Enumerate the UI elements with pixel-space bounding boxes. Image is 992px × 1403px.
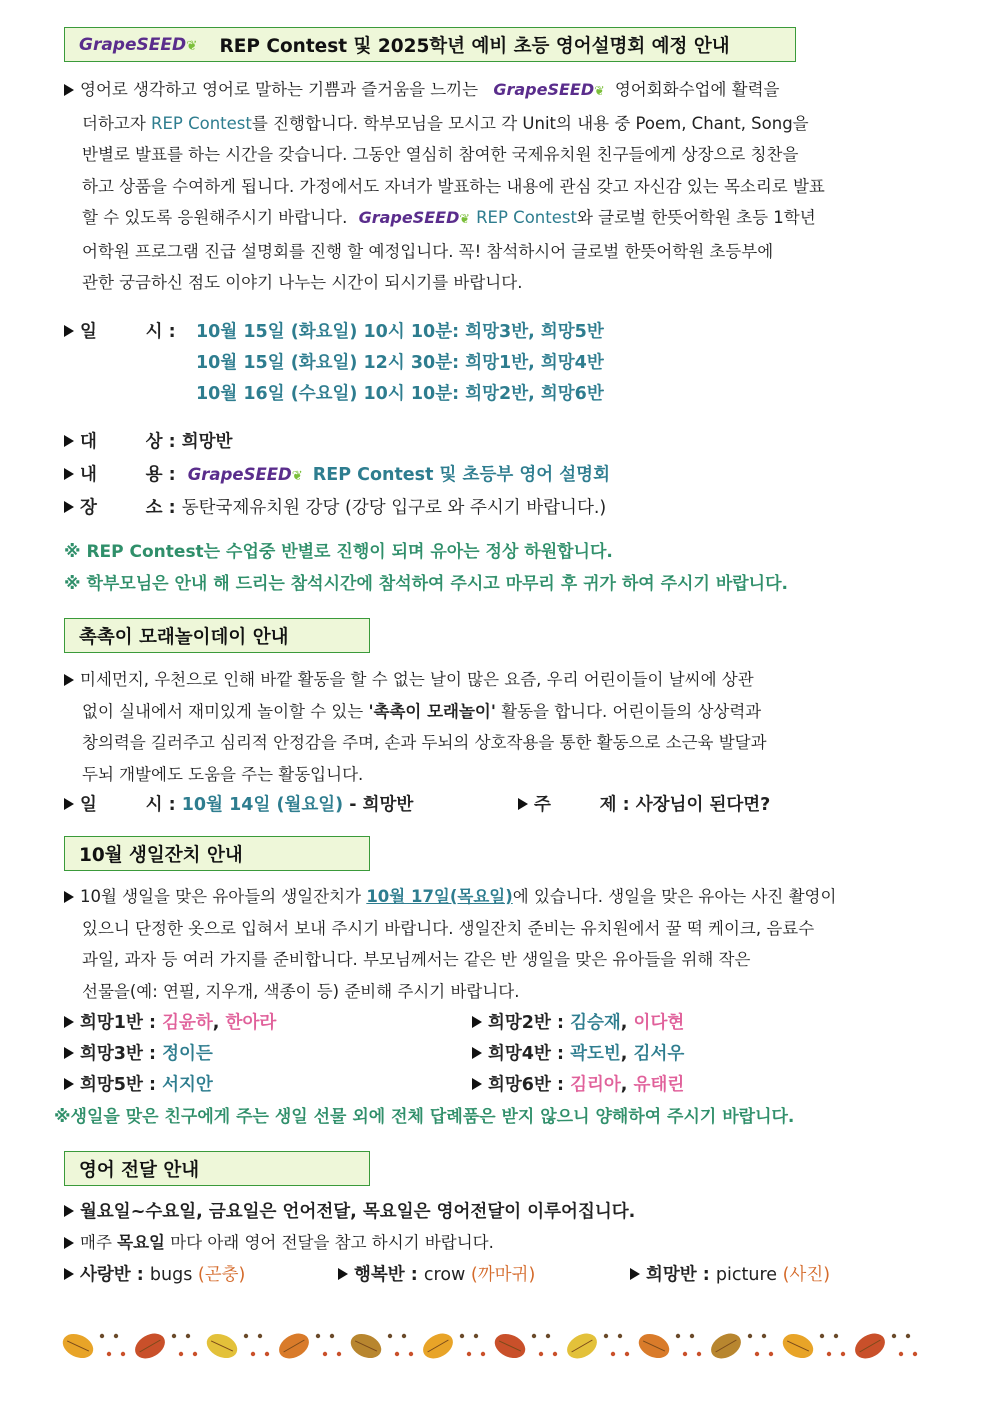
english-word-item (630, 1261, 830, 1286)
korean-meaning: (까마귀) (470, 1265, 536, 1285)
leaf-icon (203, 1329, 269, 1362)
child-name: 이다현 (633, 1013, 685, 1033)
child-name: 유태린 (633, 1075, 685, 1095)
leaf-icon (491, 1329, 557, 1362)
birthday-class-row (64, 1071, 213, 1096)
section3-body (64, 881, 916, 1007)
child-name: 곽도빈 (570, 1044, 621, 1064)
s2-topic: 사장님이 된다면? (635, 795, 771, 815)
english-word: picture (715, 1265, 783, 1285)
section2-header (64, 618, 370, 653)
bullet-triangle-icon (64, 1016, 74, 1028)
content-row: 내 용 : GrapeSEED❦ REP Contest 및 초등부 영어 설명회 (64, 461, 610, 486)
class-label: 희망3반 : (80, 1044, 163, 1064)
leaf-icon (851, 1328, 918, 1363)
leaf-icon (707, 1328, 774, 1363)
target-value: 희망반 (181, 432, 233, 452)
section1-intro (64, 74, 932, 299)
class-label: 희망1반 : (80, 1013, 163, 1033)
bullet-triangle-icon (64, 468, 74, 480)
section1-note-1: ※ REP Contest는 수업중 반별로 진행이 되며 유아는 정상 하원합니다. (64, 542, 613, 562)
s2-line-1: 미세먼지, 우천으로 인해 바깥 활동을 할 수 없는 날이 많은 요즘, 우리 어린이들이 날씨에 상관 (64, 664, 932, 696)
bullet-triangle-icon (64, 84, 74, 96)
birthday-class-row (472, 1071, 684, 1096)
place-value: 동탄국제유치원 강당 (강당 입구로 와 주시기 바랍니다.) (181, 498, 607, 518)
intro-line-4: 하고 상품을 수여하게 됩니다. 가정에서도 자녀가 발표하는 내용에 관심 갖고 자신감 있는 목소리로 발표 (82, 176, 825, 196)
s4-line-1: 월요일~수요일, 금요일은 언어전달, 목요일은 영어전달이 이루어집니다. (64, 1198, 635, 1223)
grapeseed-logo-content: GrapeSEED❦ (187, 465, 303, 484)
birthday-class-row (472, 1040, 684, 1065)
intro-line-6: 어학원 프로그램 진급 설명회를 진행 할 예정입니다. 꼭! 참석하시어 글로벌 한뜻어학원 초등부에 (82, 241, 774, 261)
s3-line-2: 있으니 단정한 옷으로 입혀서 보내 주시기 바랍니다. 생일잔치 준비는 유치원에서 꿀 떡 케이크, 음료수 (82, 918, 815, 938)
bullet-triangle-icon (64, 325, 74, 337)
bullet-triangle-icon (64, 1205, 74, 1217)
birthday-class-row (472, 1009, 684, 1034)
schedule-time-2: 10월 15일 (화요일) 12시 30분: 희망1반, 희망4반 (196, 353, 604, 373)
s2-date: 10월 14일 (월요일) (181, 795, 344, 815)
child-name: 김승재 (570, 1013, 621, 1033)
section4-header (64, 1151, 370, 1186)
grapeseed-logo-inline-2: GrapeSEED❦ (358, 208, 471, 227)
bullet-triangle-icon (64, 1047, 74, 1059)
section1-note-2: ※ 학부모님은 안내 해 드리는 참석시간에 참석하여 주시고 마무리 후 귀가 하여 주시기 바랍니다. (64, 574, 788, 594)
leaf-icon (635, 1329, 701, 1362)
bullet-triangle-icon (472, 1078, 482, 1090)
name-separator: , (620, 1075, 634, 1095)
child-name: 김리아 (570, 1075, 621, 1095)
target-row: 대 상 : 희망반 (64, 428, 232, 453)
korean-meaning: (곤충) (197, 1265, 246, 1285)
leaf-icon (563, 1328, 630, 1363)
s3-line-3: 과일, 과자 등 여러 가지를 준비합니다. 부모님께서는 같은 반 생일을 맞은 유아들을 위해 작은 (82, 950, 751, 969)
name-separator: , (620, 1013, 634, 1033)
autumn-leaves-border (58, 1322, 928, 1370)
s2-topic-row: 주 제 : 사장님이 된다면? (518, 791, 770, 816)
s2-date-suffix: - 희망반 (343, 795, 414, 815)
intro-line-1: 영어로 생각하고 영어로 말하는 기쁨과 즐거움을 느끼는 GrapeSEED❦ 영어회화수업에 활력을 (64, 74, 932, 108)
content-value: REP Contest 및 초등부 영어 설명회 (312, 465, 610, 485)
name-separator: , (620, 1044, 634, 1064)
class-label: 희망5반 : (80, 1075, 163, 1095)
bullet-triangle-icon (338, 1268, 348, 1280)
class-label: 희망6반 : (488, 1075, 571, 1095)
schedule-time-3: 10월 16일 (수요일) 10시 10분: 희망2반, 희망6반 (196, 384, 604, 404)
english-word-item (64, 1261, 245, 1286)
birthday-class-row (64, 1040, 213, 1065)
class-label: 희망2반 : (488, 1013, 571, 1033)
bullet-triangle-icon (64, 1268, 74, 1280)
child-name: 김윤하 (162, 1013, 213, 1033)
schedule-row: 일 시 : (64, 318, 176, 343)
bullet-triangle-icon (64, 798, 74, 810)
class-label: 행복반 : (354, 1265, 424, 1285)
intro-line-2: 더하고자 REP Contest를 진행합니다. 학부모님을 모시고 각 Unit의 내용 중 Poem, Chant, Song을 (82, 113, 809, 133)
intro-line-5: 할 수 있도록 응원해주시기 바랍니다. GrapeSEED❦ REP Contest와 글로벌 한뜻어학원 초등 1학년 (82, 208, 816, 227)
bullet-triangle-icon (64, 435, 74, 447)
child-name: 서지안 (162, 1075, 213, 1095)
place-row: 장 소 : 동탄국제유치원 강당 (강당 입구로 와 주시기 바랍니다.) (64, 494, 606, 519)
korean-meaning: (사진) (782, 1265, 831, 1285)
grapeseed-logo-inline: GrapeSEED❦ (493, 80, 605, 99)
english-word-item (338, 1261, 535, 1286)
bullet-triangle-icon (64, 501, 74, 513)
bullet-triangle-icon (64, 1237, 74, 1249)
leaf-icon (779, 1329, 845, 1362)
bullet-triangle-icon (630, 1268, 640, 1280)
grapeseed-logo: GrapeSEED❦ (79, 34, 198, 55)
section2-body (64, 664, 932, 790)
bullet-triangle-icon (472, 1047, 482, 1059)
leaf-icon (59, 1329, 125, 1362)
s2-date-row: 일 시 : 10월 14일 (월요일) - 희망반 (64, 791, 413, 816)
section1-header (64, 27, 796, 62)
bullet-triangle-icon (64, 674, 74, 686)
section4-title: 영어 전달 안내 (79, 1159, 200, 1181)
leaf-icon (347, 1329, 413, 1362)
birthday-class-row (64, 1009, 276, 1034)
intro-line-3: 반별로 발표를 하는 시간을 갖습니다. 그동안 열심히 참여한 국제유치원 친구들에게 상장으로 칭찬을 (82, 145, 799, 164)
section3-note: ※생일을 맞은 친구에게 주는 생일 선물 외에 전체 답례품은 받지 않으니 양해하여 주시기 바랍니다. (54, 1107, 795, 1127)
class-label: 희망4반 : (488, 1044, 571, 1064)
s2-line-3: 창의력을 길러주고 심리적 안정감을 주며, 손과 두뇌의 상호작용을 통한 활동으로 소근육 발달과 (82, 733, 767, 752)
section3-header (64, 836, 370, 871)
s2-line-4: 두뇌 개발에도 도움을 주는 활동입니다. (82, 764, 364, 784)
name-separator: , (212, 1013, 226, 1033)
section2-title: 촉촉이 모래놀이데이 안내 (79, 626, 289, 648)
english-word: bugs (149, 1265, 198, 1285)
s3-line-1: 10월 생일을 맞은 유아들의 생일잔치가 10월 17일(목요일)에 있습니다. 생일을 맞은 유아는 사진 촬영이 (64, 881, 916, 913)
class-label: 희망반 : (646, 1265, 716, 1285)
bullet-triangle-icon (64, 891, 74, 903)
schedule-time-1: 10월 15일 (화요일) 10시 10분: 희망3반, 희망5반 (196, 322, 604, 342)
leaf-icon (419, 1328, 486, 1363)
section1-title: REP Contest 및 2025학년 예비 초등 영어설명회 예정 안내 (219, 35, 730, 57)
bullet-triangle-icon (472, 1016, 482, 1028)
section3-title: 10월 생일잔치 안내 (79, 844, 243, 866)
bullet-triangle-icon (64, 1078, 74, 1090)
s4-line-2: 매주 목요일 마다 아래 영어 전달을 참고 하시기 바랍니다. (64, 1229, 494, 1253)
bullet-triangle-icon (518, 798, 528, 810)
intro-line-7: 관한 궁금하신 점도 이야기 나누는 시간이 되시기를 바랍니다. (82, 273, 523, 292)
s2-line-2: 없이 실내에서 재미있게 놀이할 수 있는 '촉촉이 모래놀이' 활동을 합니다. 어린이들의 상상력과 (82, 701, 762, 721)
child-name: 정이든 (162, 1044, 213, 1064)
english-word: crow (423, 1265, 471, 1285)
child-name: 김서우 (633, 1044, 685, 1064)
class-label: 사랑반 : (80, 1265, 150, 1285)
child-name: 한아라 (225, 1013, 277, 1033)
s3-line-4: 선물을(예: 연필, 지우개, 색종이 등) 준비해 주시기 바랍니다. (82, 981, 520, 1001)
leaf-icon (275, 1328, 342, 1363)
leaf-icon (131, 1328, 198, 1363)
